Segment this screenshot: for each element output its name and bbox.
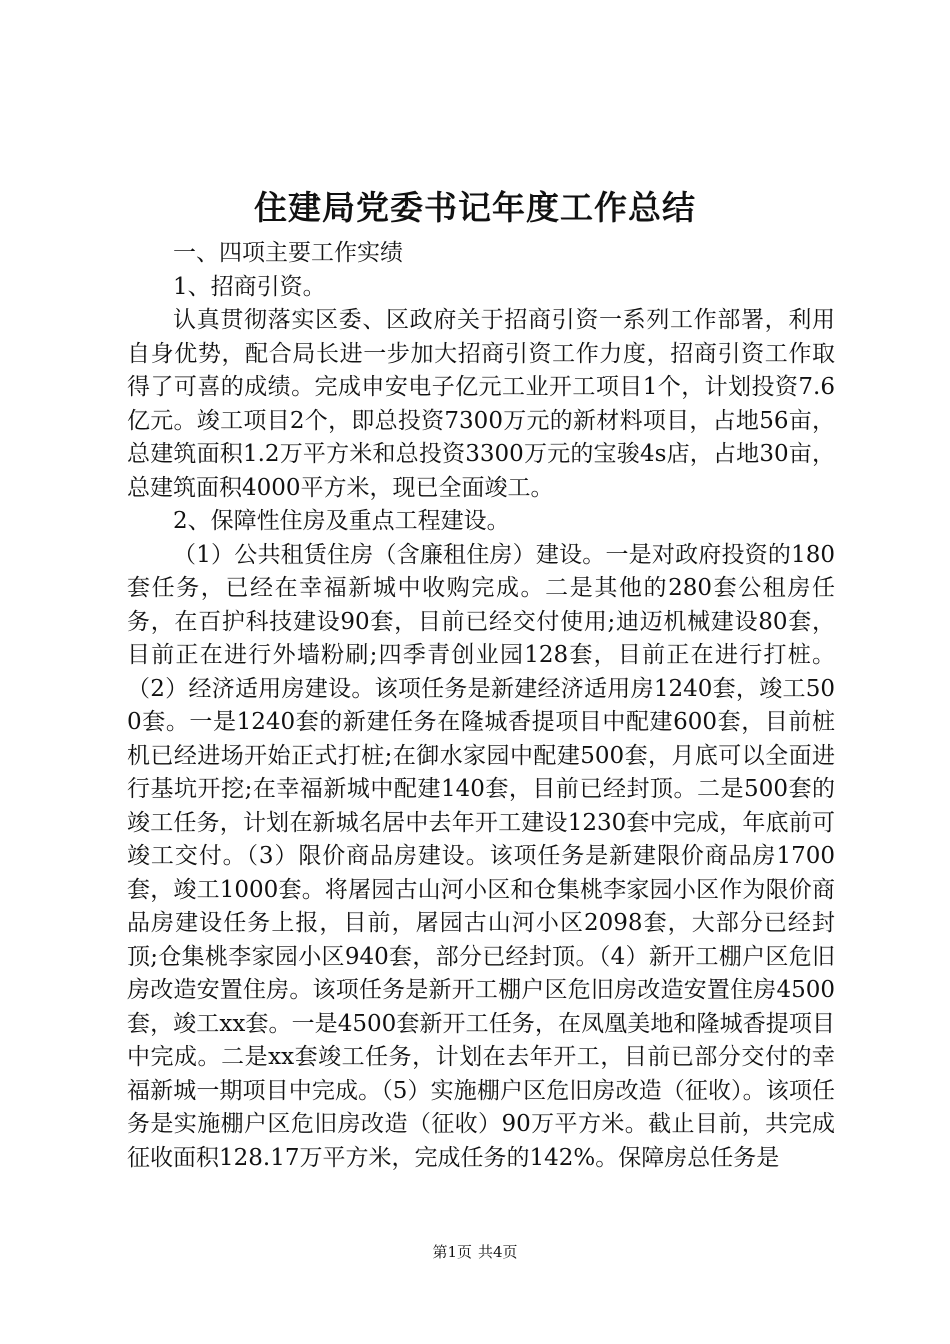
subsection-heading: 2、保障性住房及重点工程建设。 <box>173 508 510 534</box>
document-title: 住建局党委书记年度工作总结 <box>254 188 696 227</box>
page-footer <box>0 1242 950 1262</box>
document-body <box>127 237 835 1175</box>
page-number: 第1页 <box>432 1243 472 1261</box>
subsection-heading: 1、招商引资。 <box>173 273 326 300</box>
body-paragraph: （1）公共租赁住房（含廉租住房）建设。一是对政府投资的180套任务，已经在幸福新城中收购完成。二是其他的280套公租房任务，在百护科技建设90套，目前已经交付使用;迪迈机械建设80套，目前正在进行外墙粉刷;四季青创业园128套，目前正在进行打桩。（2）经济适用房建设。该项任务是新建经济适用房1240套，竣工500套。一是1240套的新建任务在隆城香提项目中配建600套，目前桩机已经进场开始正式打桩;在御水家园中配建500套，月底可以全面进行基坑开挖;在幸福新城中配建140套，目前已经封顶。二是500套的竣工任务，计划在新城名居中去年开工建设1230套中完成，年底前可竣工交付。（3）限价商品房建设。该项任务是新建限价商品房1700套，竣工1000套。将屠园古山河小区和仓集桃李家园小区作为限价商品房建设任务上报，目前，屠园古山河小区2098套，大部分已经封顶;仓集桃李家园小区940套，部分已经封顶。（4）新开工棚户区危旧房改造安置住房。该项任务是新开工棚户区危旧房改造安置住房4500套，竣工xx套。一是4500套新开工任务，在凤凰美地和隆城香提项目中完成。二是xx套竣工任务，计划在去年开工，目前已部分交付的幸福新城一期项目中完成。（5）实施棚户区危旧房改造（征收）。该项任务是实施棚户区危旧房改造（征收）90万平方米。截止目前，共完成征收面积128.17万平方米，完成任务的142%。保障房总任务是 <box>127 541 835 1171</box>
page-total: 共4页 <box>478 1243 518 1261</box>
body-paragraph: 认真贯彻落实区委、区政府关于招商引资一系列工作部署，利用自身优势，配合局长进一步加大招商引资工作力度，招商引资工作取得了可喜的成绩。完成申安电子亿元工业开工项目1个，计划投资7.6亿元。竣工项目2个，即总投资7300万元的新材料项目，占地56亩，总建筑面积1.2万平方米和总投资3300万元的宝骏4s店，占地30亩，总建筑面积4000平方米，现已全面竣工。 <box>127 307 835 501</box>
section-heading: 一、四项主要工作实绩 <box>173 240 403 266</box>
